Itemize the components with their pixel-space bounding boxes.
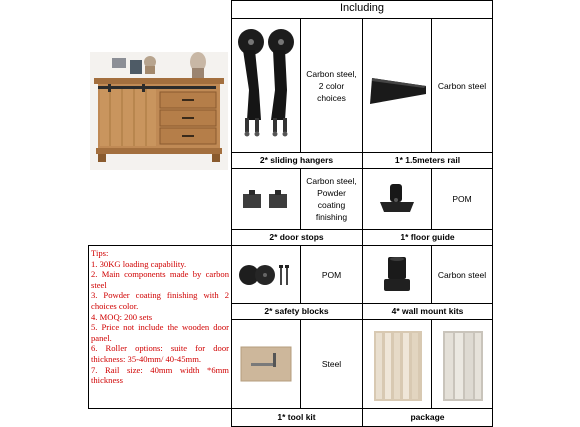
desc-line: choices [317,92,346,103]
desc-line: Carbon steel [437,269,487,280]
rail-label: 1* 1.5meters rail [394,155,461,165]
desc-line: Steel [321,359,342,369]
wall-mount-kit-desc [432,246,492,303]
tips-line: 5. Price not include the wooden door panel. [91,322,229,343]
safety-block-label: 2* safety blocks [264,306,329,316]
tips-line: 3. Powder coating finishing with 2 choices color. [91,290,229,311]
tips-text [91,248,229,406]
tips-line: 7. Rail size: 40mm width *6mm thickness [91,364,229,386]
package-label: package [410,412,445,422]
desc-line: POM [321,269,342,280]
tips-line: 6. Roller options: suite for door thickness: 35-40mm/ 40-45mm. [91,343,229,364]
including-header: Including [339,2,385,14]
grid-line [431,319,432,408]
safety-block-image [233,247,299,302]
desc-line: POM [452,194,472,204]
grid-line [492,0,493,427]
grid-line [362,18,363,427]
tool-kit-desc [301,320,362,408]
wall-mount-kit-label: 4* wall mount kits [391,306,464,316]
tips-line: 1. 30KG loading capability. [91,258,187,269]
rail-image [364,20,430,150]
desc-line: Carbon steel, [306,68,357,79]
door-stop-image [233,170,299,228]
floor-guide-image [364,170,430,228]
desc-line: coating [317,200,346,210]
desc-line: Powder [317,188,346,198]
tips-line: 2. Main components made by carbon steel [91,269,229,290]
sliding-hanger-desc [301,19,362,152]
rail-desc [432,19,492,152]
grid-line [231,0,232,427]
desc-line: Carbon steel [437,80,487,91]
desc-line: finishing [315,212,348,222]
grid-line [88,245,89,409]
package-image-2 [433,321,491,407]
door-stop-label: 2* door stops [269,232,324,242]
floor-guide-label: 1* floor guide [400,232,455,242]
tool-kit-label: 1* tool kit [277,412,316,422]
tool-kit-image [233,321,299,407]
furniture-photo [90,52,228,170]
tips-line: 4. MOQ: 200 sets [91,311,153,322]
desc-line: Carbon steel, [306,176,357,186]
sliding-hanger-label: 2* sliding hangers [259,155,334,165]
floor-guide-desc [432,169,492,229]
tips-line: Tips: [91,248,109,258]
package-image-1 [364,321,430,407]
sliding-hanger-image [233,20,299,150]
wall-mount-kit-image [364,247,430,302]
desc-line: 2 color [318,80,345,91]
door-stop-desc [301,169,362,229]
safety-block-desc [301,246,362,303]
